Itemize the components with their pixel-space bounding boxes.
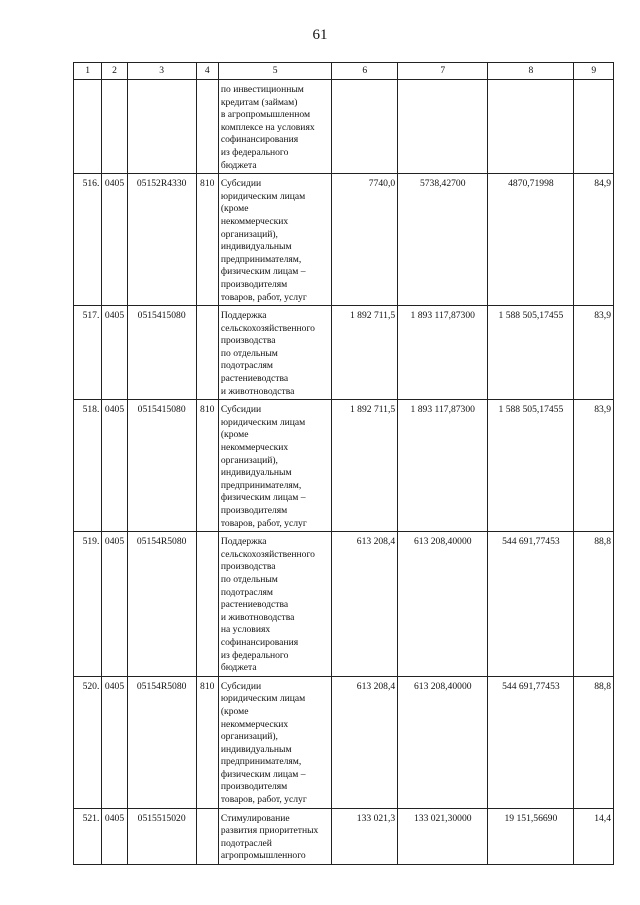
target-code-cell: 05154R5080	[127, 676, 196, 808]
percent-cell	[574, 80, 614, 174]
table-row	[74, 400, 614, 532]
description-cell: Поддержка сельскохозяйственного производства по отдельным подотраслям растениеводства и животноводства	[218, 306, 331, 400]
section-code-cell: 0405	[102, 306, 127, 400]
expense-type-cell	[196, 306, 218, 400]
percent-cell: 88,8	[574, 676, 614, 808]
section-code-cell: 0405	[102, 174, 127, 306]
target-code-cell: 05154R5080	[127, 532, 196, 677]
row-number-cell: 518.	[74, 400, 102, 532]
revised-amount-cell: 613 208,40000	[398, 532, 488, 677]
section-code-cell: 0405	[102, 532, 127, 677]
row-number-cell: 516.	[74, 174, 102, 306]
budget-table	[73, 62, 614, 865]
row-number-cell: 519.	[74, 532, 102, 677]
percent-cell: 84,9	[574, 174, 614, 306]
column-header-5: 5	[218, 63, 331, 80]
table-row	[74, 174, 614, 306]
percent-cell: 88,8	[574, 532, 614, 677]
revised-amount-cell: 1 893 117,87300	[398, 306, 488, 400]
executed-amount-cell: 19 151,56690	[488, 808, 574, 864]
revised-amount-cell: 133 021,30000	[398, 808, 488, 864]
executed-amount-cell: 544 691,77453	[488, 676, 574, 808]
section-code-cell	[102, 80, 127, 174]
description-cell: Субсидии юридическим лицам (кроме некоммерческих организаций), индивидуальным предпринимателям, физическим лицам – производителям товаров, работ, услуг	[218, 400, 331, 532]
revised-amount-cell: 613 208,40000	[398, 676, 488, 808]
column-header-4: 4	[196, 63, 218, 80]
column-header-3: 3	[127, 63, 196, 80]
table-row	[74, 532, 614, 677]
revised-amount-cell	[398, 80, 488, 174]
table-row	[74, 306, 614, 400]
expense-type-cell	[196, 808, 218, 864]
revised-amount-cell: 1 893 117,87300	[398, 400, 488, 532]
column-header-7: 7	[398, 63, 488, 80]
column-header-6: 6	[332, 63, 398, 80]
header-row	[74, 63, 614, 80]
expense-type-cell	[196, 532, 218, 677]
column-header-9: 9	[574, 63, 614, 80]
percent-cell: 83,9	[574, 306, 614, 400]
row-number-cell: 521.	[74, 808, 102, 864]
description-cell: Субсидии юридическим лицам (кроме некоммерческих организаций), индивидуальным предпринимателям, физическим лицам – производителям товаров, работ, услуг	[218, 676, 331, 808]
table-body	[74, 80, 614, 865]
column-header-8: 8	[488, 63, 574, 80]
plan-amount-cell: 1 892 711,5	[332, 400, 398, 532]
percent-cell: 14,4	[574, 808, 614, 864]
target-code-cell	[127, 80, 196, 174]
expense-type-cell: 810	[196, 676, 218, 808]
executed-amount-cell: 544 691,77453	[488, 532, 574, 677]
expense-type-cell: 810	[196, 174, 218, 306]
table-row	[74, 80, 614, 174]
section-code-cell: 0405	[102, 400, 127, 532]
description-cell: Субсидии юридическим лицам (кроме некоммерческих организаций), индивидуальным предпринимателям, физическим лицам – производителям товаров, работ, услуг	[218, 174, 331, 306]
table-row	[74, 676, 614, 808]
page-number: 61	[312, 27, 328, 43]
description-cell: Стимулирование развития приоритетных подотраслей агропромышленного	[218, 808, 331, 864]
executed-amount-cell	[488, 80, 574, 174]
plan-amount-cell: 1 892 711,5	[332, 306, 398, 400]
section-code-cell: 0405	[102, 808, 127, 864]
plan-amount-cell: 7740,0	[332, 174, 398, 306]
description-cell: по инвестиционным кредитам (займам) в агропромышленном комплексе на условиях софинансирования из федерального бюджета	[218, 80, 331, 174]
target-code-cell: 0515415080	[127, 306, 196, 400]
target-code-cell: 0515415080	[127, 400, 196, 532]
row-number-cell: 517.	[74, 306, 102, 400]
executed-amount-cell: 1 588 505,17455	[488, 400, 574, 532]
revised-amount-cell: 5738,42700	[398, 174, 488, 306]
table-row	[74, 808, 614, 864]
row-number-cell: 520.	[74, 676, 102, 808]
executed-amount-cell: 1 588 505,17455	[488, 306, 574, 400]
column-header-2: 2	[102, 63, 127, 80]
description-cell: Поддержка сельскохозяйственного производства по отдельным подотраслям растениеводства и животноводства на условиях софинансирования из федерального бюджета	[218, 532, 331, 677]
plan-amount-cell: 613 208,4	[332, 532, 398, 677]
percent-cell: 83,9	[574, 400, 614, 532]
column-header-1: 1	[74, 63, 102, 80]
section-code-cell: 0405	[102, 676, 127, 808]
target-code-cell: 0515515020	[127, 808, 196, 864]
plan-amount-cell: 613 208,4	[332, 676, 398, 808]
row-number-cell	[74, 80, 102, 174]
plan-amount-cell: 133 021,3	[332, 808, 398, 864]
executed-amount-cell: 4870,71998	[488, 174, 574, 306]
expense-type-cell: 810	[196, 400, 218, 532]
plan-amount-cell	[332, 80, 398, 174]
target-code-cell: 05152R4330	[127, 174, 196, 306]
expense-type-cell	[196, 80, 218, 174]
